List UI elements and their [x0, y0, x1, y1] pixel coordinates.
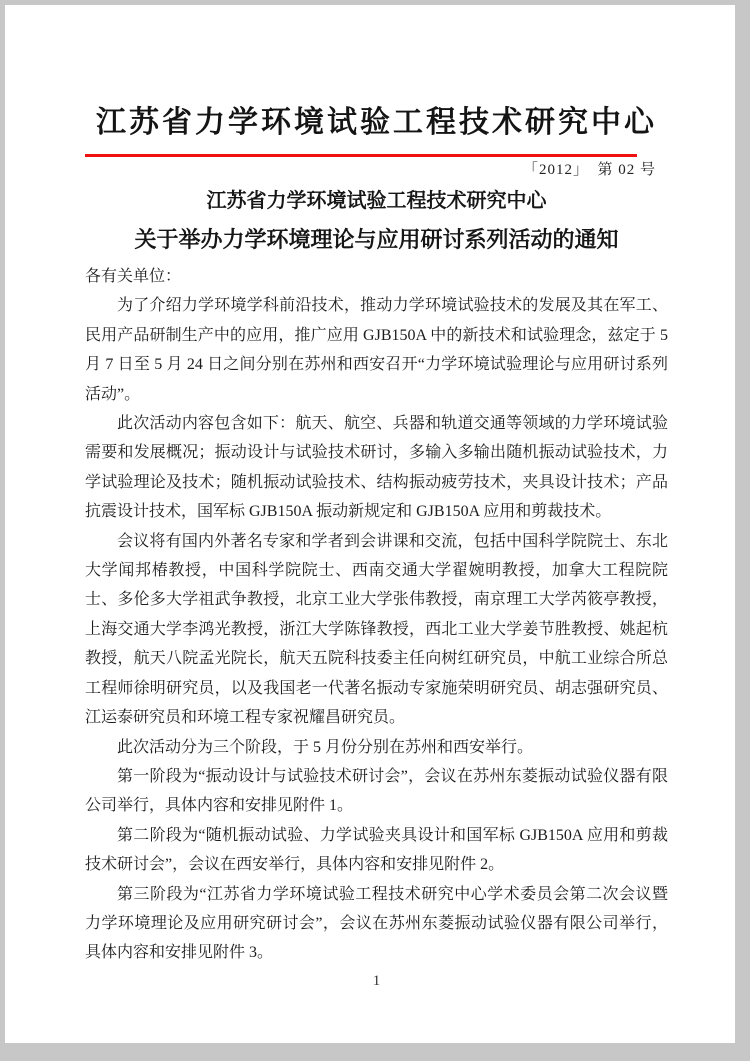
paragraph-stage-one: 第一阶段为“振动设计与试验技术研讨会”，会议在苏州东菱振动试验仪器有限公司举行，具体内容和安排见附件 1。: [85, 767, 668, 815]
salutation: 各有关单位：: [85, 268, 182, 285]
notice-body: [85, 262, 668, 968]
paragraph-three-stages: 此次活动分为三个阶段，于 5 月份分别在苏州和西安举行。: [117, 738, 534, 756]
paragraph-stage-two: 第二阶段为“随机振动试验、力学试验夹具设计和国军标 GJB150A 应用和剪裁技术研讨会”，会议在西安举行，具体内容和安排见附件 2。: [85, 826, 668, 874]
page-content: [85, 5, 668, 1043]
page-number: 1: [372, 973, 381, 989]
document-page: [5, 5, 735, 1043]
paragraph-experts: 会议将有国内外著名专家和学者到会讲课和交流，包括中国科学院院士、东北大学闻邦椿教授，中国科学院院士、西南交通大学翟婉明教授，加拿大工程院院士、多伦多大学祖武争教授，北京工业大学张伟教授，南京理工大学芮筱亭教授，上海交通大学李鸿光教授，浙江大学陈锋教授，西北工业大学姜节胜教授、姚起杭教授，航天八院孟光院长，航天五院科技委主任向树红研究员，中航工业综合所总工程师徐明研究员，以及我国老一代著名振动专家施荣明研究员、胡志强研究员、江运泰研究员和环境工程专家祝耀昌研究员。: [85, 532, 668, 727]
notice-org-heading: 江苏省力学环境试验工程技术研究中心: [206, 190, 547, 212]
paragraph-activity-content: 此次活动内容包含如下：航天、航空、兵器和轨道交通等领域的力学环境试验需要和发展概况；振动设计与试验技术研讨，多输入多输出随机振动试验技术，力学试验理论及技术；随机振动试验技术、结构振动疲劳技术，夹具设计技术；产品抗震设计技术，国军标 GJB150A 振动新规定和 GJB150A 应用和剪裁技术。: [85, 415, 668, 521]
document-number: 「2012」 第 02 号: [522, 162, 656, 178]
letterhead-red-rule: [85, 154, 637, 157]
letterhead-title: 江苏省力学环境试验工程技术研究中心: [96, 106, 657, 139]
paragraph-stage-three: 第三阶段为“江苏省力学环境试验工程技术研究中心学术委员会第二次会议暨力学环境理论及应用研究研讨会”，会议在苏州东菱振动试验仪器有限公司举行，具体内容和安排见附件 3。: [85, 885, 668, 962]
paragraph-intro: 为了介绍力学环境学科前沿技术，推动力学环境试验技术的发展及其在军工、民用产品研制生产中的应用，推广应用 GJB150A 中的新技术和试验理念，兹定于 5 月 7 日至 5 月 24 日之间分别在苏州和西安召开“力学环境试验理论与应用研讨系列活动”。: [85, 297, 668, 403]
notice-subject-heading: 关于举办力学环境理论与应用研讨系列活动的通知: [134, 227, 619, 252]
